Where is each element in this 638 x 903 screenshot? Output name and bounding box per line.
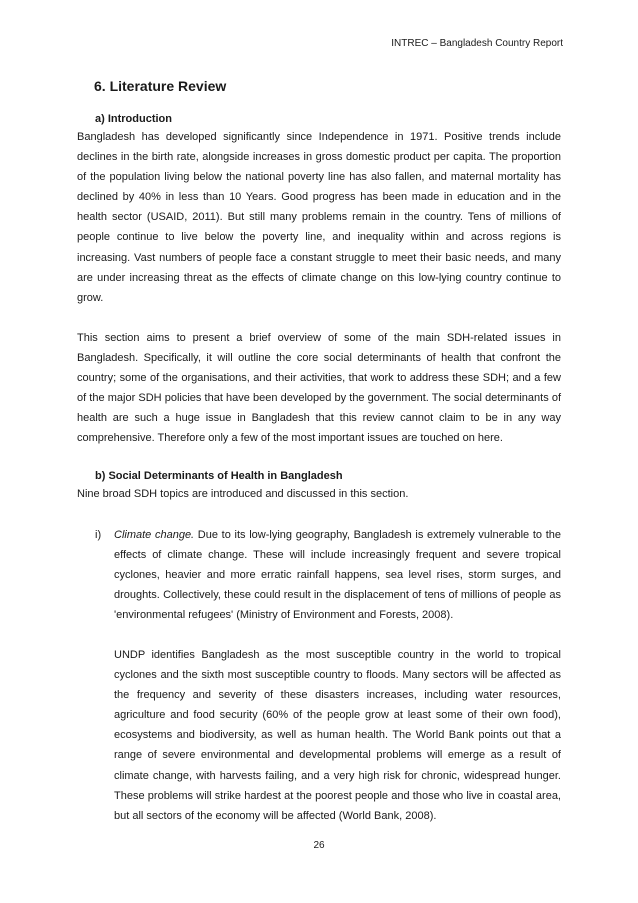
climate-change-continuation: UNDP identifies Bangladesh as the most susceptible country in the world to tropical cyclones and the sixth most susceptible country to floods. Many sectors will be affected as the frequency and severity of these disasters increases, including water resources, agriculture and food security (60% of the people grow at least some of their own food), ecosystems and biodiversity, as well as human health. The World Bank points out that a range of severe environmental and developmental problems will emerge as a result of climate change, with harvests failing, and a very high risk for chronic, widespread hunger. These problems will strike hardest at the poorest people and those who live in coastal area, but all sectors of the economy will be affected (World Bank, 2008). (114, 648, 561, 822)
climate-change-term: Climate change. (114, 528, 195, 541)
page-number: 26 (313, 840, 325, 851)
subsection-heading-sdh: b) Social Determinants of Health in Bangladesh (95, 470, 343, 483)
page-content (77, 76, 561, 826)
sdh-intro-paragraph: Nine broad SDH topics are introduced and discussed in this section. (77, 488, 409, 501)
list-item-climate-change (77, 525, 561, 826)
climate-change-text: Due to its low-lying geography, Bangladesh is extremely vulnerable to the effects of climate change. These will include increasingly frequent and severe tropical cyclones, heavier and more erratic rainfall happens, sea level rises, storm surges, and droughts. Collectively, these could result in the displacement of tens of millions of people as 'environmental refugees' (Ministry of Environment and Forests, 2008). (114, 528, 561, 621)
introduction-paragraph-2: This section aims to present a brief overview of some of the main SDH-related issues in Bangladesh. Specifically, it will outline the core social determinants of health that confront the country; some of the organisations, and their activities, that work to address these SDH; and a few of the major SDH policies that have been developed by the government. The social determinants of health are such a huge issue in Bangladesh that this review cannot claim to be in any way comprehensive. Therefore only a few of the most important issues are touched on here. (77, 331, 561, 445)
running-header: INTREC – Bangladesh Country Report (391, 38, 563, 49)
section-title: 6. Literature Review (94, 78, 227, 94)
introduction-paragraph-1: Bangladesh has developed significantly since Independence in 1971. Positive trends include declines in the birth rate, alongside increases in gross domestic product per capita. The proportion of the population living below the national poverty line has also fallen, and maternal mortality has declined by 40% in less than 10 Years. Good progress has been made in education and in the health sector (USAID, 2011). But still many problems remain in the country. Tens of millions of people continue to live below the poverty line, and inequality within and across regions is increasing. Vast numbers of people face a constant struggle to meet their basic needs, and many are under increasing threat as the effects of climate change on this low-lying country continue to grow. (77, 131, 561, 304)
list-marker: i) (95, 528, 102, 541)
subsection-heading-introduction: a) Introduction (95, 113, 172, 125)
climate-change-paragraph (114, 525, 561, 625)
